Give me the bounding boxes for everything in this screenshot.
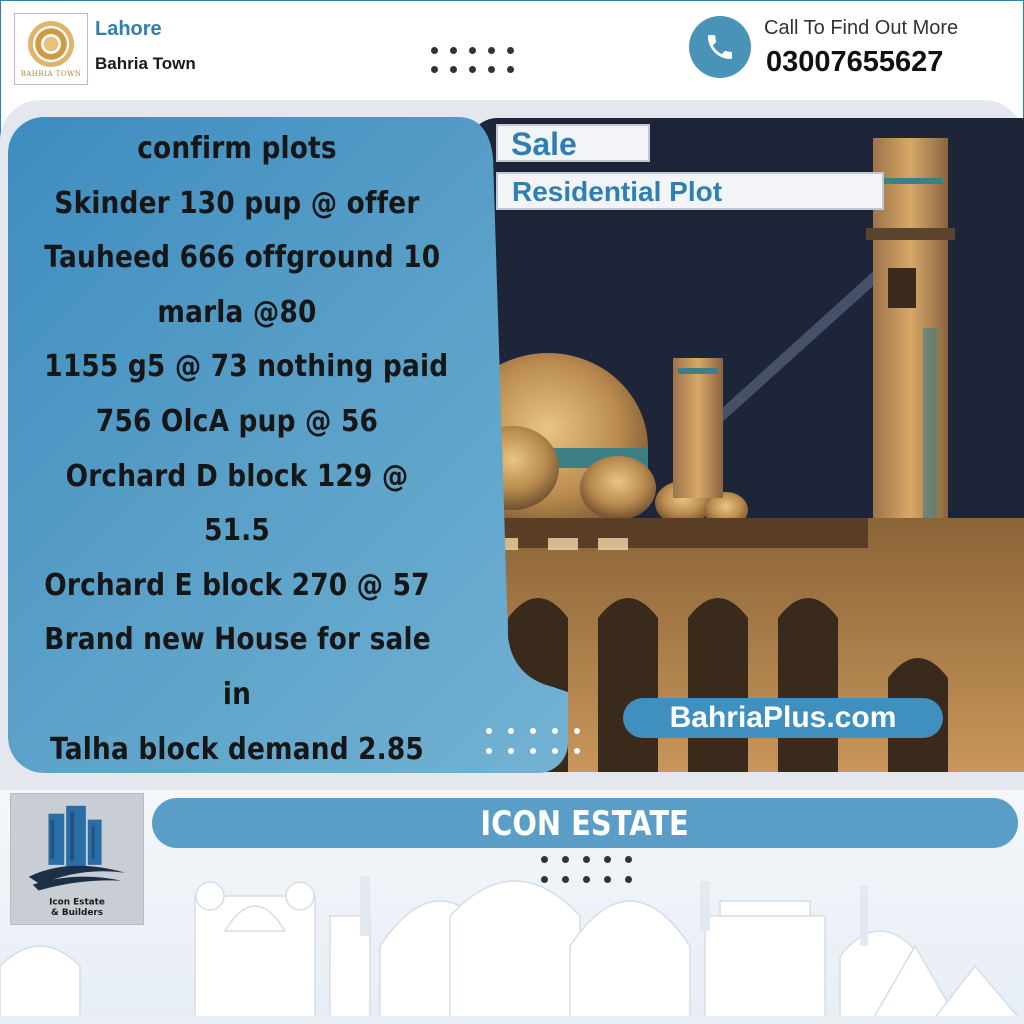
grand-mosque-photo bbox=[468, 118, 1024, 772]
lahore-skyline-illustration bbox=[0, 856, 1024, 1024]
city-label: Lahore bbox=[95, 18, 162, 40]
property-type-tag: Residential Plot bbox=[496, 172, 884, 210]
logo-emblem-icon bbox=[28, 21, 74, 67]
listing-line: in bbox=[222, 676, 252, 712]
decorative-dots-middle bbox=[486, 728, 580, 754]
svg-text:Icon Estate: Icon Estate bbox=[49, 897, 105, 908]
listing-line: Orchard D block 129 @ bbox=[65, 458, 409, 494]
phone-glyph bbox=[704, 31, 736, 63]
agency-name: ICON ESTATE bbox=[480, 804, 690, 844]
phone-icon[interactable] bbox=[689, 16, 751, 78]
listing-line: Skinder 130 pup @ offer bbox=[54, 185, 420, 221]
area-label: Bahria Town bbox=[95, 54, 196, 73]
listing-lines bbox=[44, 122, 449, 777]
decorative-dots-bottom bbox=[541, 856, 632, 883]
listing-line: Brand new House for sale bbox=[44, 622, 431, 658]
listing-line: 51.5 bbox=[204, 513, 270, 549]
logo-text: BAHRIA TOWN bbox=[20, 69, 82, 78]
website-link[interactable]: BahriaPlus.com bbox=[623, 698, 943, 738]
purpose-tag: Sale bbox=[496, 124, 650, 162]
listing-line: Orchard E block 270 @ 57 bbox=[44, 567, 430, 603]
phone-number[interactable]: 03007655627 bbox=[766, 46, 944, 78]
agency-name-bar bbox=[152, 798, 1018, 848]
listing-line: Tauheed 666 offground 10 bbox=[44, 240, 441, 276]
icon-estate-logo bbox=[10, 793, 144, 925]
bahria-town-logo bbox=[14, 13, 88, 85]
listing-line: 756 OlcA pup @ 56 bbox=[95, 403, 379, 439]
listing-line: 1155 g5 @ 73 nothing paid bbox=[44, 349, 449, 385]
listing-line: confirm plots bbox=[137, 131, 337, 166]
call-label: Call To Find Out More bbox=[764, 17, 959, 39]
decorative-dots-top bbox=[431, 47, 514, 73]
svg-text:& Builders: & Builders bbox=[51, 908, 103, 919]
listing-line: marla @80 bbox=[157, 294, 317, 330]
listing-line: Talha block demand 2.85 bbox=[50, 731, 424, 767]
